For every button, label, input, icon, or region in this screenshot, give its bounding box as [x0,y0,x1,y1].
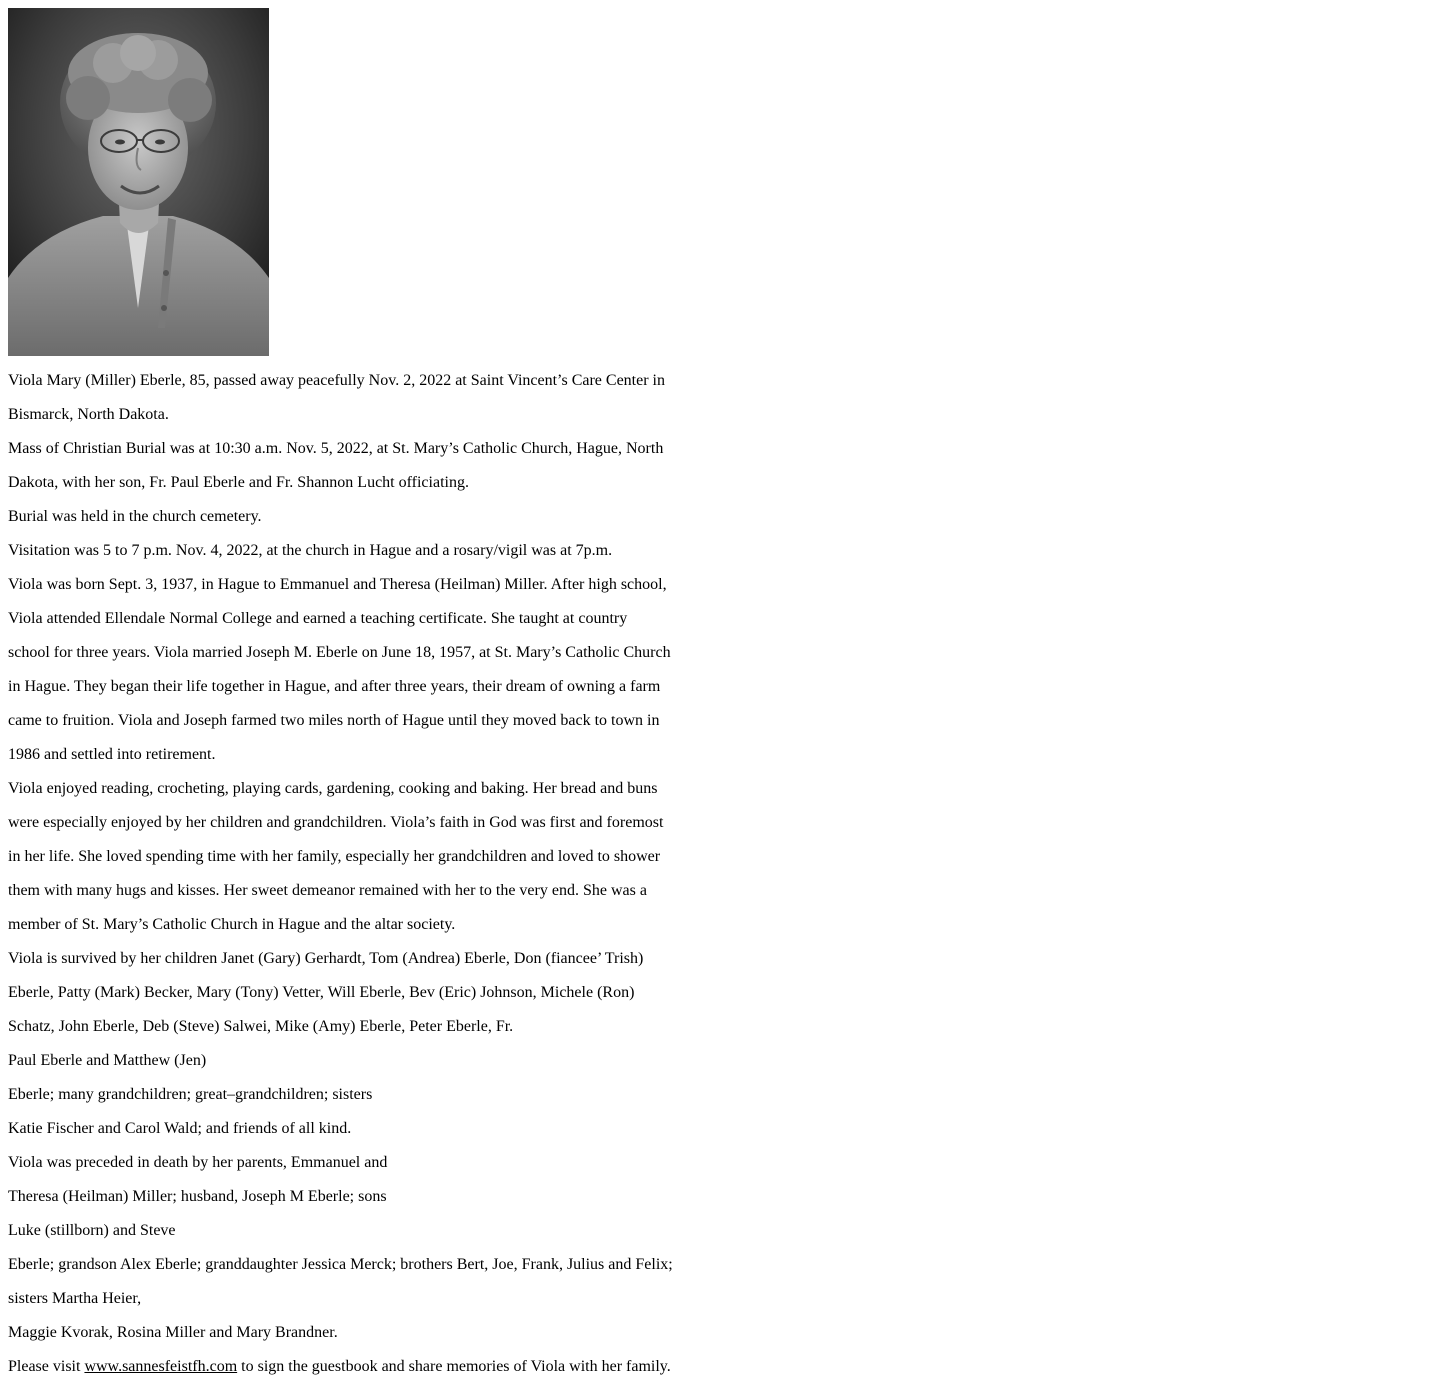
obit-line: Viola attended Ellendale Normal College and earned a teaching certificate. She taught at country [8,610,628,627]
funeral-home-link[interactable]: www.sannesfeistfh.com [84,1358,238,1375]
obit-line: Schatz, John Eberle, Deb (Steve) Salwei, Mike (Amy) Eberle, Peter Eberle, Fr. [8,1018,514,1035]
obit-line: were especially enjoyed by her children and grandchildren. Viola’s faith in God was first and foremost [8,814,664,831]
obituary-text [8,364,688,1384]
obit-line: school for three years. Viola married Joseph M. Eberle on June 18, 1957, at St. Mary’s Catholic Church [8,644,671,661]
obit-line: Paul Eberle and Matthew (Jen) [8,1052,207,1069]
guestbook-suffix: to sign the guestbook and share memories of Viola with her family. [237,1358,671,1375]
obit-line: Viola was born Sept. 3, 1937, in Hague to Emmanuel and Theresa (Heilman) Miller. After high school, [8,576,667,593]
obit-line: member of St. Mary’s Catholic Church in Hague and the altar society. [8,916,456,933]
obit-line: Luke (stillborn) and Steve [8,1222,176,1239]
obit-line: Viola was preceded in death by her parents, Emmanuel and [8,1154,388,1171]
obit-line: Bismarck, North Dakota. [8,406,169,423]
obit-line: 1986 and settled into retirement. [8,746,216,763]
portrait-image [8,8,269,356]
obit-line: Visitation was 5 to 7 p.m. Nov. 4, 2022, at the church in Hague and a rosary/vigil was at 7p.m. [8,542,613,559]
obit-line: Viola is survived by her children Janet (Gary) Gerhardt, Tom (Andrea) Eberle, Don (fiancee’ Trish) [8,950,644,967]
obit-line: them with many hugs and kisses. Her sweet demeanor remained with her to the very end. She was a [8,882,647,899]
obit-line: Katie Fischer and Carol Wald; and friends of all kind. [8,1120,352,1137]
obit-line: Burial was held in the church cemetery. [8,508,262,525]
obit-line: Viola enjoyed reading, crocheting, playing cards, gardening, cooking and baking. Her bread and buns [8,780,658,797]
obit-line: Maggie Kvorak, Rosina Miller and Mary Brandner. [8,1324,338,1341]
obit-line: Theresa (Heilman) Miller; husband, Joseph M Eberle; sons [8,1188,387,1205]
obit-line: Eberle; many grandchildren; great–grandchildren; sisters [8,1086,373,1103]
obit-line: in her life. She loved spending time with her family, especially her grandchildren and loved to shower [8,848,661,865]
obit-line: in Hague. They began their life together in Hague, and after three years, their dream of owning a farm [8,678,661,695]
obit-line: came to fruition. Viola and Joseph farmed two miles north of Hague until they moved back to town in [8,712,660,729]
obit-line: Viola Mary (Miller) Eberle, 85, passed away peacefully Nov. 2, 2022 at Saint Vincent’s Care Center in [8,372,665,389]
obit-line: Mass of Christian Burial was at 10:30 a.m. Nov. 5, 2022, at St. Mary’s Catholic Church, Hague, North [8,440,664,457]
obit-line: Eberle, Patty (Mark) Becker, Mary (Tony) Vetter, Will Eberle, Bev (Eric) Johnson, Michele (Ron) [8,984,635,1001]
guestbook-prefix: Please visit [8,1358,85,1375]
obit-line: sisters Martha Heier, [8,1290,142,1307]
guestbook-line [8,1350,688,1384]
obit-line: Dakota, with her son, Fr. Paul Eberle and Fr. Shannon Lucht officiating. [8,474,469,491]
obit-line: Eberle; grandson Alex Eberle; granddaughter Jessica Merck; brothers Bert, Joe, Frank, Julius and Felix; [8,1256,673,1273]
portrait-photo [8,8,269,356]
